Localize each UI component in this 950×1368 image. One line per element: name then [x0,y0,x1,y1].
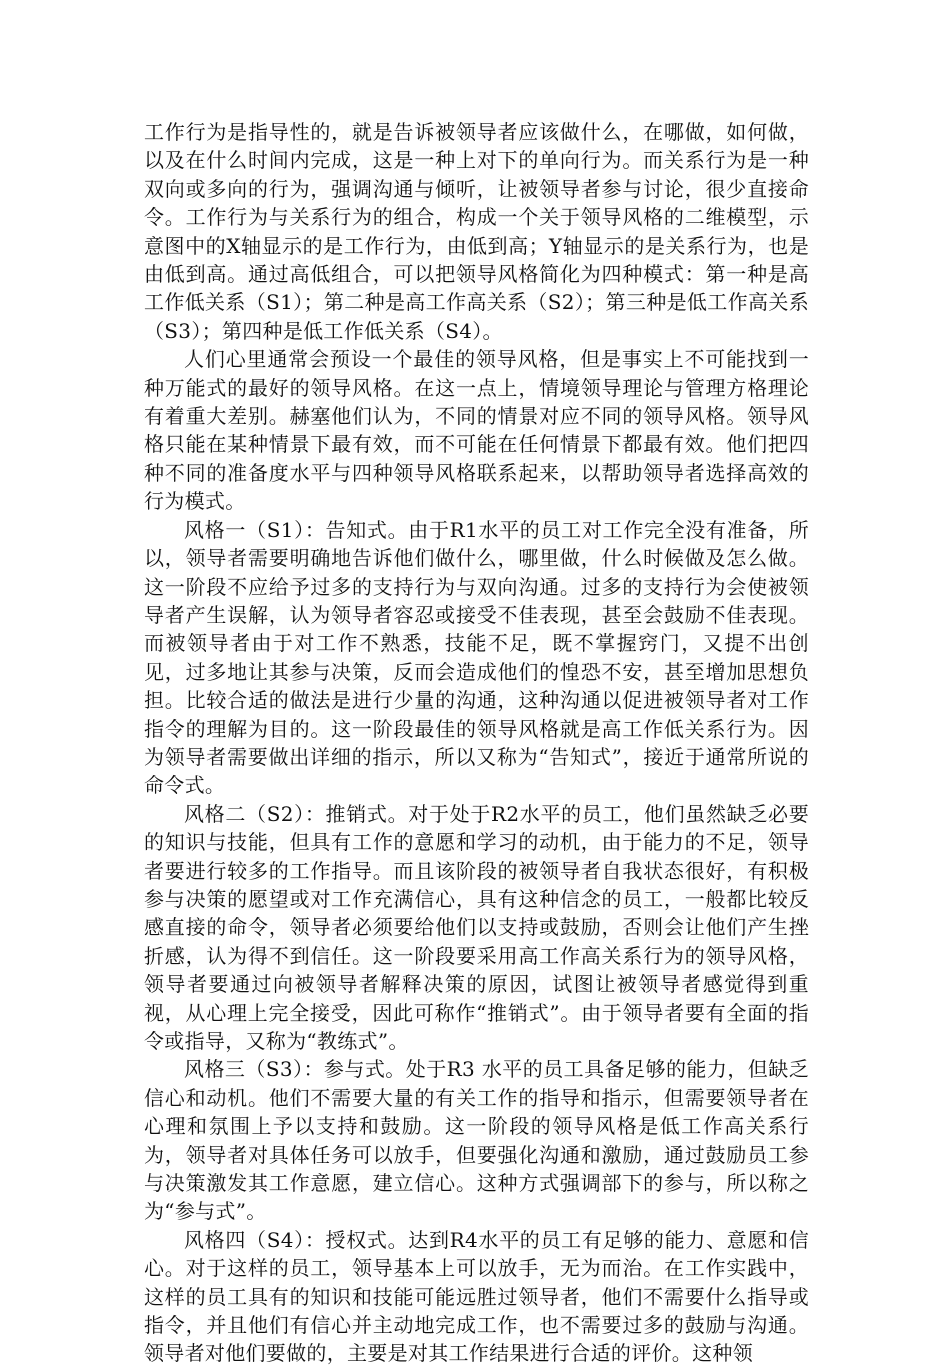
paragraph-task-relationship-behavior: 工作行为是指导性的，就是告诉被领导者应该做什么，在哪做，如何做，以及在什么时间内完成，这是一种上对下的单向行为。而关系行为是一种双向或多向的行为，强调沟通与倾听，让被领导者参与讨论，很少直接命令。工作行为与关系行为的组合，构成一个关于领导风格的二维模型，示意图中的X轴显示的是工作行为，由低到高；Y轴显示的是关系行为，也是由低到高。通过高低组合，可以把领导风格简化为四种模式：第一种是高工作低关系（S1）；第二种是高工作高关系（S2）；第三种是低工作高关系（S3）；第四种是低工作低关系（S4）。 [144,120,809,343]
paragraph-style-s1-telling: 风格一（S1）：告知式。由于R1水平的员工对工作完全没有准备，所以，领导者需要明确地告诉他们做什么，哪里做，什么时候做及怎么做。这一阶段不应给予过多的支持行为与双向沟通。过多的支持行为会使被领导者产生误解，认为领导者容忍或接受不佳表现，甚至会鼓励不佳表现。而被领导者由于对工作不熟悉，技能不足，既不掌握窍门，又提不出创见，过多地让其参与决策，反而会造成他们的惶恐不安，甚至增加思想负担。比较合适的做法是进行少量的沟通，这种沟通以促进被领导者对工作指令的理解为目的。这一阶段最佳的领导风格就是高工作低关系行为。因为领导者需要做出详细的指示，所以又称为“告知式”，接近于通常所说的命令式。 [144,517,809,798]
paragraph-style-s3-participating: 风格三（S3）：参与式。处于R3 水平的员工具备足够的能力，但缺乏信心和动机。他们不需要大量的有关工作的指导和指示，但需要领导者在心理和氛围上予以支持和鼓励。这一阶段的领导风格是低工作高关系行为，领导者对具体任务可以放手，但要强化沟通和激励，通过鼓励员工参与决策激发其工作意愿，建立信心。这种方式强调部下的参与，所以称之为“参与式”。 [144,1057,809,1224]
paragraph-style-s4-delegating: 风格四（S4）：授权式。达到R4水平的员工有足够的能力、意愿和信心。对于这样的员工，领导基本上可以放手，无为而治。在工作实践中，这样的员工具有的知识和技能可能远胜过领导者，他们不需要什么指导或指令，并且他们有信心并主动地完成工作，也不需要过多的鼓励与沟通。领导者对他们要做的，主要是对其工作结果进行合适的评价。这种领 [144,1227,809,1366]
document-body [144,118,809,1368]
paragraph-no-best-style: 人们心里通常会预设一个最佳的领导风格，但是事实上不可能找到一种万能式的最好的领导风格。在这一点上，情境领导理论与管理方格理论有着重大差别。赫塞他们认为，不同的情景对应不同的领导风格。领导风格只能在某种情景下最有效，而不可能在任何情景下都最有效。他们把四种不同的准备度水平与四种领导风格联系起来，以帮助领导者选择高效的行为模式。 [144,347,809,514]
paragraph-style-s2-selling: 风格二（S2）：推销式。对于处于R2水平的员工，他们虽然缺乏必要的知识与技能，但具有工作的意愿和学习的动机，由于能力的不足，领导者要进行较多的工作指导。而且该阶段的被领导者自我状态很好，有积极参与决策的愿望或对工作充满信心，具有这种信念的员工，一般都比较反感直接的命令，领导者必须要给他们以支持或鼓励，否则会让他们产生挫折感，认为得不到信任。这一阶段要采用高工作高关系行为的领导风格，领导者要通过向被领导者解释决策的原因，试图让被领导者感觉得到重视，从心理上完全接受，因此可称作“推销式”。由于领导者要有全面的指令或指导，又称为“教练式”。 [144,801,809,1053]
